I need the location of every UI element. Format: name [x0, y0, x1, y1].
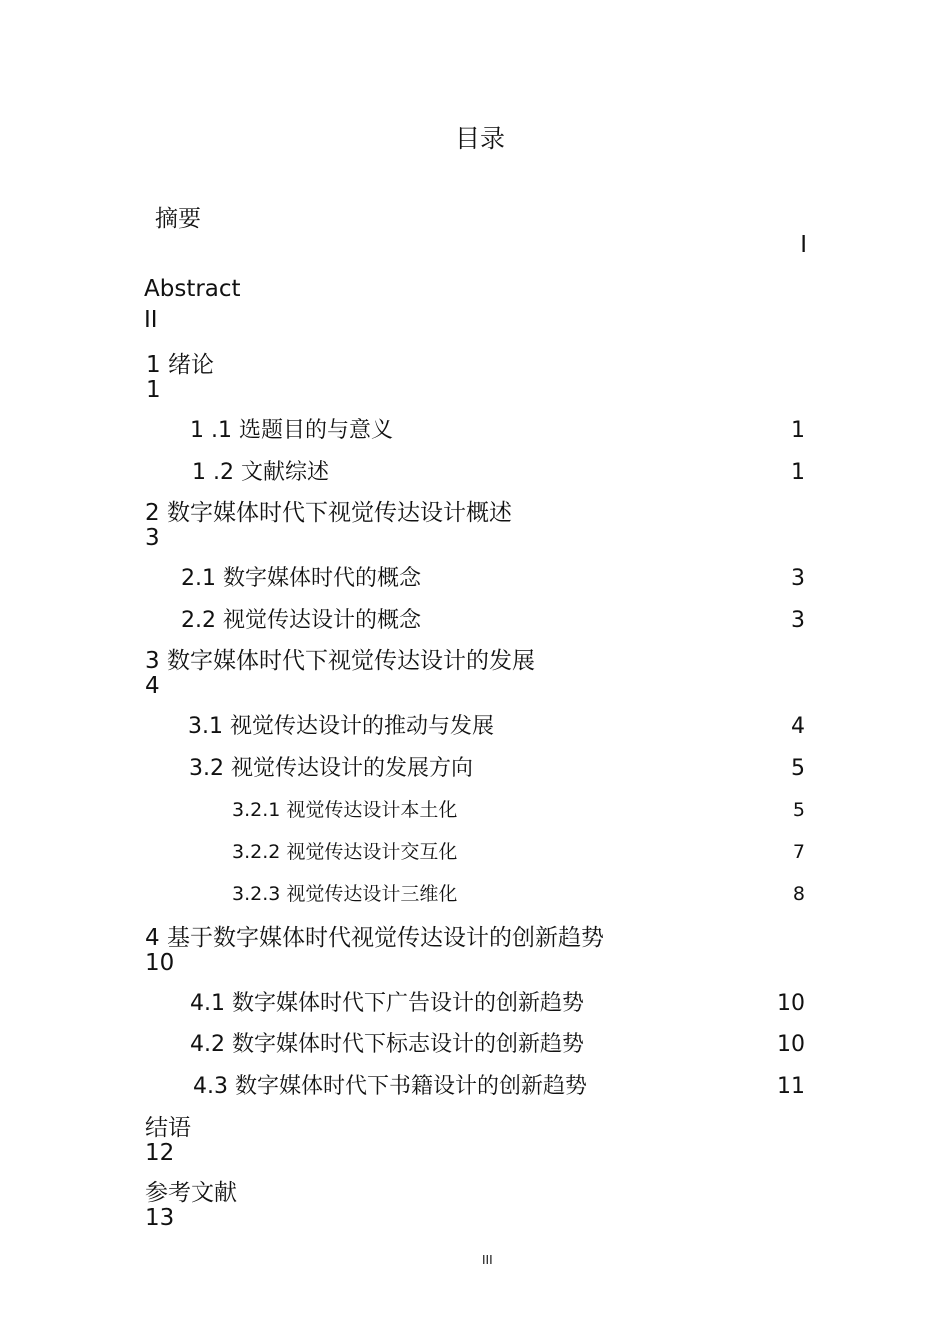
toc-page-abstract-cn: I [800, 232, 807, 258]
toc-entry-section-3-2[interactable]: 3.2 视觉传达设计的发展方向 [189, 756, 473, 781]
toc-page-section-4-3: 11 [777, 1074, 805, 1099]
toc-page-section-3-2-2: 7 [792, 841, 805, 863]
toc-entry-chapter-4[interactable]: 4 基于数字媒体时代视觉传达设计的创新趋势 [145, 925, 604, 951]
footer-page-number: III [482, 1253, 493, 1267]
toc-page-section-4-1: 10 [777, 991, 805, 1016]
toc-entry-section-2-1[interactable]: 2.1 数字媒体时代的概念 [181, 566, 421, 591]
toc-page-section-3-2-3: 8 [792, 883, 805, 905]
toc-entry-section-4-2[interactable]: 4.2 数字媒体时代下标志设计的创新趋势 [190, 1032, 584, 1057]
page-title: 目录 [455, 124, 506, 153]
toc-page-section-4-2: 10 [777, 1032, 805, 1057]
toc-entry-section-3-2-1[interactable]: 3.2.1 视觉传达设计本土化 [232, 799, 458, 821]
toc-page-chapter-1: 1 [146, 377, 161, 403]
toc-page-section-2-2: 3 [791, 608, 805, 633]
toc-entry-section-4-1[interactable]: 4.1 数字媒体时代下广告设计的创新趋势 [190, 991, 584, 1016]
toc-entry-section-3-2-3[interactable]: 3.2.3 视觉传达设计三维化 [232, 883, 458, 905]
toc-entry-section-1-2[interactable]: 1 .2 文献综述 [192, 460, 329, 485]
toc-entry-abstract-en[interactable]: Abstract [144, 276, 241, 302]
toc-entry-references[interactable]: 参考文献 [145, 1180, 237, 1206]
toc-entry-chapter-2[interactable]: 2 数字媒体时代下视觉传达设计概述 [145, 500, 512, 526]
toc-page-chapter-2: 3 [145, 525, 160, 551]
toc-page-references: 13 [145, 1205, 175, 1231]
toc-page-chapter-3: 4 [145, 673, 160, 699]
toc-page-conclusion: 12 [145, 1140, 175, 1166]
toc-page-section-1-1: 1 [791, 418, 805, 443]
toc-entry-conclusion[interactable]: 结语 [145, 1115, 191, 1141]
toc-page-section-3-2: 5 [791, 756, 805, 781]
toc-entry-section-4-3[interactable]: 4.3 数字媒体时代下书籍设计的创新趋势 [193, 1074, 587, 1099]
toc-page-abstract-en: II [144, 307, 158, 333]
toc-entry-section-1-1[interactable]: 1 .1 选题目的与意义 [190, 418, 393, 443]
toc-entry-section-3-2-2[interactable]: 3.2.2 视觉传达设计交互化 [232, 841, 458, 863]
toc-page-section-1-2: 1 [791, 460, 805, 485]
toc-entry-chapter-3[interactable]: 3 数字媒体时代下视觉传达设计的发展 [145, 648, 535, 674]
toc-page-section-3-1: 4 [791, 714, 805, 739]
toc-page-section-2-1: 3 [791, 566, 805, 591]
toc-entry-chapter-1[interactable]: 1 绪论 [146, 352, 214, 378]
toc-entry-section-2-2[interactable]: 2.2 视觉传达设计的概念 [181, 608, 421, 633]
toc-page-section-3-2-1: 5 [792, 799, 805, 821]
toc-page-chapter-4: 10 [145, 950, 175, 976]
toc-entry-section-3-1[interactable]: 3.1 视觉传达设计的推动与发展 [188, 714, 494, 739]
toc-entry-abstract-cn[interactable]: 摘要 [155, 206, 201, 232]
